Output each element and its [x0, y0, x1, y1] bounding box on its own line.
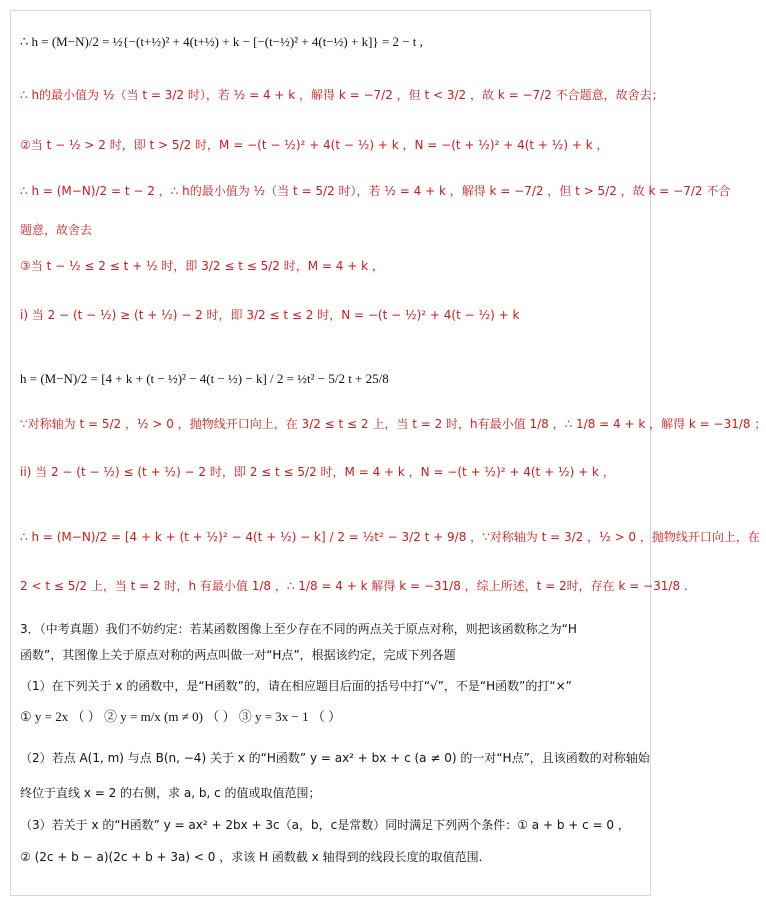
solution-line-3: ②当 t − ½ > 2 时，即 t > 5/2 时，M = −(t − ½)² + 4(t − ½) + k ，N = −(t + ½)² + 4(t + ½) + k ， [20, 138, 609, 152]
question-3-part-1: （1）在下列关于 x 的函数中，是“H函数”的，请在相应题目后面的括号中打“√”，不是“H函数”的打“×” [20, 679, 572, 693]
solution-line-11: ∴ h = (M−N)/2 = [4 + k + (t + ½)² − 4(t + ½) − k] / 2 = ½t² − 3/2 t + 9/8 ，∵对称轴为 t = 3/2 ，½ > 0 ，抛物线开口向上，在 [20, 530, 760, 544]
solution-line-10: ii) 当 2 − (t − ½) ≤ (t + ½) − 2 时，即 2 ≤ t ≤ 5/2 时，M = 4 + k ，N = −(t + ½)² + 4(t + ½) + k ， [20, 465, 615, 479]
solution-line-6: ③当 t − ½ ≤ 2 ≤ t + ½ 时，即 3/2 ≤ t ≤ 5/2 时，M = 4 + k ， [20, 259, 384, 273]
solution-line-9: ∵对称轴为 t = 5/2 ，½ > 0 ，抛物线开口向上，在 3/2 ≤ t ≤ 2 上，当 t = 2 时，h有最小值 1/8 ，∴ 1/8 = 4 + k ，解得 k = −31/8 ； [20, 417, 766, 431]
solution-line-1: ∴ h = (M−N)/2 = ½{−(t+½)² + 4(t+½) + k − [−(t−½)² + 4(t−½) + k]} = 2 − t , [20, 34, 423, 49]
solution-line-4: ∴ h = (M−N)/2 = t − 2 ，∴ h的最小值为 ½（当 t = 5/2 时），若 ½ = 4 + k ，解得 k = −7/2 ，但 t > 5/2 ，故 k = −7/2 不合 [20, 184, 731, 198]
question-3-title: 3．（中考真题）我们不妨约定：若某函数图像上至少存在不同的两点关于原点对称，则把该函数称之为“H [20, 622, 577, 636]
question-3-part-2-cont: 终位于直线 x = 2 的右侧，求 a, b, c 的值或取值范围； [20, 786, 321, 800]
question-3-part-3-cont: ② (2c + b − a)(2c + b + 3a) < 0 ，求该 H 函数截 x 轴得到的线段长度的取值范围. [20, 850, 483, 864]
solution-line-2: ∴ h的最小值为 ½（当 t = 3/2 时），若 ½ = 4 + k ，解得 k = −7/2 ，但 t < 3/2 ，故 k = −7/2 不合题意，故舍去； [20, 88, 664, 102]
question-3-part-3: （3）若关于 x 的“H函数” y = ax² + 2bx + 3c（a，b，c是常数）同时满足下列两个条件：① a + b + c = 0 ， [20, 818, 630, 832]
solution-line-7: i) 当 2 − (t − ½) ≥ (t + ½) − 2 时，即 3/2 ≤ t ≤ 2 时，N = −(t − ½)² + 4(t − ½) + k [20, 308, 520, 322]
solution-line-8: h = (M−N)/2 = [4 + k + (t − ½)² − 4(t − ½) − k] / 2 = ½t² − 5/2 t + 25/8 [20, 371, 389, 386]
solution-line-12: 2 < t ≤ 5/2 上，当 t = 2 时，h 有最小值 1/8 ，∴ 1/8 = 4 + k 解得 k = −31/8 ，综上所述，t = 2时，存在 k = −31/8 . [20, 579, 688, 593]
question-3-line-2: 函数”，其图像上关于原点对称的两点叫做一对“H点”，根据该约定，完成下列各题 [20, 648, 456, 662]
question-3-part-1-options: ① y = 2x （ ） ② y = m/x (m ≠ 0) （ ） ③ y = 3x − 1 （ ） [20, 709, 342, 724]
question-3-part-2: （2）若点 A(1, m) 与点 B(n, −4) 关于 x 的“H函数” y = ax² + bx + c (a ≠ 0) 的一对“H点”，且该函数的对称轴始 [20, 751, 650, 765]
solution-line-5: 题意，故舍去 [20, 223, 93, 237]
